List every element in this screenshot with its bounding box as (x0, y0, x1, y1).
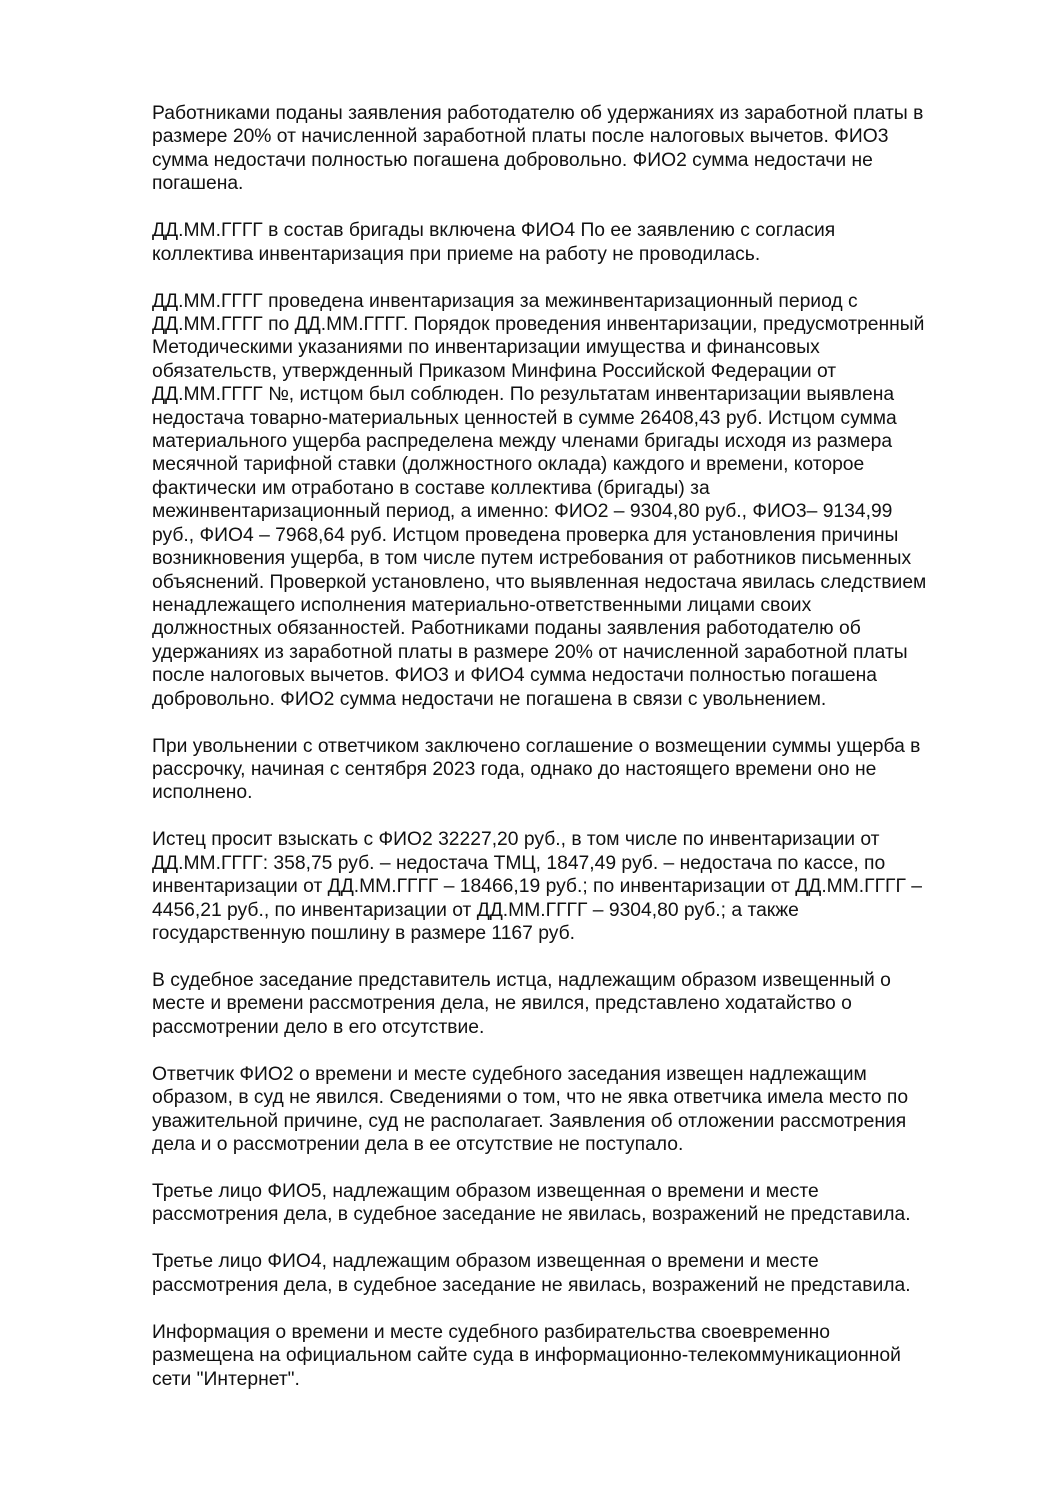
text-line: недостача товарно-материальных ценностей в сумме 26408,43 руб. Истцом сумма (152, 407, 897, 429)
paragraph-court-website-notice (152, 1321, 987, 1391)
text-line: Методическими указаниями по инвентаризации имущества и финансовых (152, 337, 820, 359)
document-page (152, 102, 987, 1415)
text-line: ДД.ММ.ГГГГ проведена инвентаризация за межинвентаризационный период с (152, 290, 858, 312)
text-line: рассрочку, начиная с сентября 2023 года, однако до настоящего времени оно не (152, 758, 877, 780)
text-line: руб., ФИО4 – 7968,64 руб. Истцом проведена проверка для установления причины (152, 524, 899, 546)
text-line: месте и времени рассмотрения дела, не явился, представлено ходатайство о (152, 993, 852, 1015)
paragraph-installment-agreement (152, 735, 987, 805)
paragraph-brigade-member-added (152, 219, 987, 266)
text-line: Третье лицо ФИО4, надлежащим образом извещенная о времени и месте (152, 1251, 819, 1273)
paragraph-third-party-fio5 (152, 1180, 987, 1227)
text-line: государственную пошлину в размере 1167 руб. (152, 922, 575, 944)
paragraph-defendant-absence (152, 1063, 987, 1157)
text-line: При увольнении с ответчиком заключено соглашение о возмещении суммы ущерба в (152, 735, 921, 757)
text-line: рассмотрения дела, в судебное заседание не явилась, возражений не представила. (152, 1274, 911, 1296)
paragraph-inventory-results (152, 290, 987, 711)
text-line: сумма недостачи полностью погашена добровольно. ФИО2 сумма недостачи не (152, 149, 873, 171)
text-line: после налоговых вычетов. ФИО3 и ФИО4 сумма недостачи полностью погашена (152, 665, 878, 687)
text-line: добровольно. ФИО2 сумма недостачи не погашена в связи с увольнением. (152, 688, 827, 710)
text-line: сети "Интернет". (152, 1368, 300, 1390)
text-line: Информация о времени и месте судебного разбирательства своевременно (152, 1321, 830, 1343)
paragraph-third-party-fio4 (152, 1250, 987, 1297)
text-line: обязательств, утвержденный Приказом Минфина Российской Федерации от (152, 360, 837, 382)
text-line: погашена. (152, 173, 244, 195)
text-line: В судебное заседание представитель истца, надлежащим образом извещенный о (152, 969, 891, 991)
text-line: дела и о рассмотрении дела в ее отсутствие не поступало. (152, 1134, 684, 1155)
text-line: Работниками поданы заявления работодателю об удержаниях из заработной платы в (152, 103, 924, 124)
text-line: Ответчик ФИО2 о времени и месте судебного заседания извещен надлежащим (152, 1063, 867, 1085)
text-line: Третье лицо ФИО5, надлежащим образом извещенная о времени и месте (152, 1181, 819, 1202)
paragraph-plaintiff-representative (152, 969, 987, 1039)
text-line: коллектива инвентаризация при приеме на работу не проводилась. (152, 243, 761, 265)
text-line: удержаниях из заработной платы в размере 20% от начисленной заработной платы (152, 641, 908, 663)
text-line: рассмотрения дела, в судебное заседание не явилась, возражений не представила. (152, 1204, 911, 1226)
text-line: ненадлежащего исполнения материально-ответственными лицами своих (152, 594, 812, 616)
text-line: фактически им отработано в составе коллектива (бригады) за (152, 477, 710, 499)
text-line: возникновения ущерба, в том числе путем истребования от работников письменных (152, 548, 912, 570)
text-line: ДД.ММ.ГГГГ в состав бригады включена ФИО4 По ее заявлению с согласия (152, 220, 836, 242)
text-line: межинвентаризационный период, а именно: ФИО2 – 9304,80 руб., ФИО3– 9134,99 (152, 501, 893, 523)
text-line: материального ущерба распределена между членами бригады исходя из размера (152, 431, 893, 453)
text-line: размещена на официальном сайте суда в информационно-телекоммуникационной (152, 1345, 901, 1367)
paragraph-claim-amount (152, 828, 987, 945)
text-line: инвентаризации от ДД.ММ.ГГГГ – 18466,19 руб.; по инвентаризации от ДД.ММ.ГГГГ – (152, 876, 923, 898)
text-line: месячной тарифной ставки (должностного оклада) каждого и времени, которое (152, 454, 865, 476)
paragraph-employee-deduction-statements (152, 102, 987, 196)
text-line: размере 20% от начисленной заработной платы после налоговых вычетов. ФИО3 (152, 126, 889, 148)
text-line: ДД.ММ.ГГГГ №, истцом был соблюден. По результатам инвентаризации выявлена (152, 384, 895, 406)
text-line: исполнено. (152, 782, 253, 804)
text-line: Истец просит взыскать с ФИО2 32227,20 руб., в том числе по инвентаризации от (152, 829, 880, 851)
text-line: ДД.ММ.ГГГГ: 358,75 руб. – недостача ТМЦ, 1847,49 руб. – недостача по кассе, по (152, 852, 886, 874)
text-line: уважительной причине, суд не располагает. Заявления об отложении рассмотрения (152, 1110, 907, 1132)
text-line: объяснений. Проверкой установлено, что выявленная недостача явилась следствием (152, 571, 927, 593)
text-line: образом, в суд не явился. Сведениями о том, что не явка ответчика имела место по (152, 1087, 909, 1109)
text-line: рассмотрении дело в его отсутствие. (152, 1016, 485, 1038)
text-line: должностных обязанностей. Работниками поданы заявления работодателю об (152, 618, 861, 640)
text-line: ДД.ММ.ГГГГ по ДД.ММ.ГГГГ. Порядок проведения инвентаризации, предусмотренный (152, 314, 925, 336)
text-line: 4456,21 руб., по инвентаризации от ДД.ММ.ГГГГ – 9304,80 руб.; а также (152, 899, 799, 921)
